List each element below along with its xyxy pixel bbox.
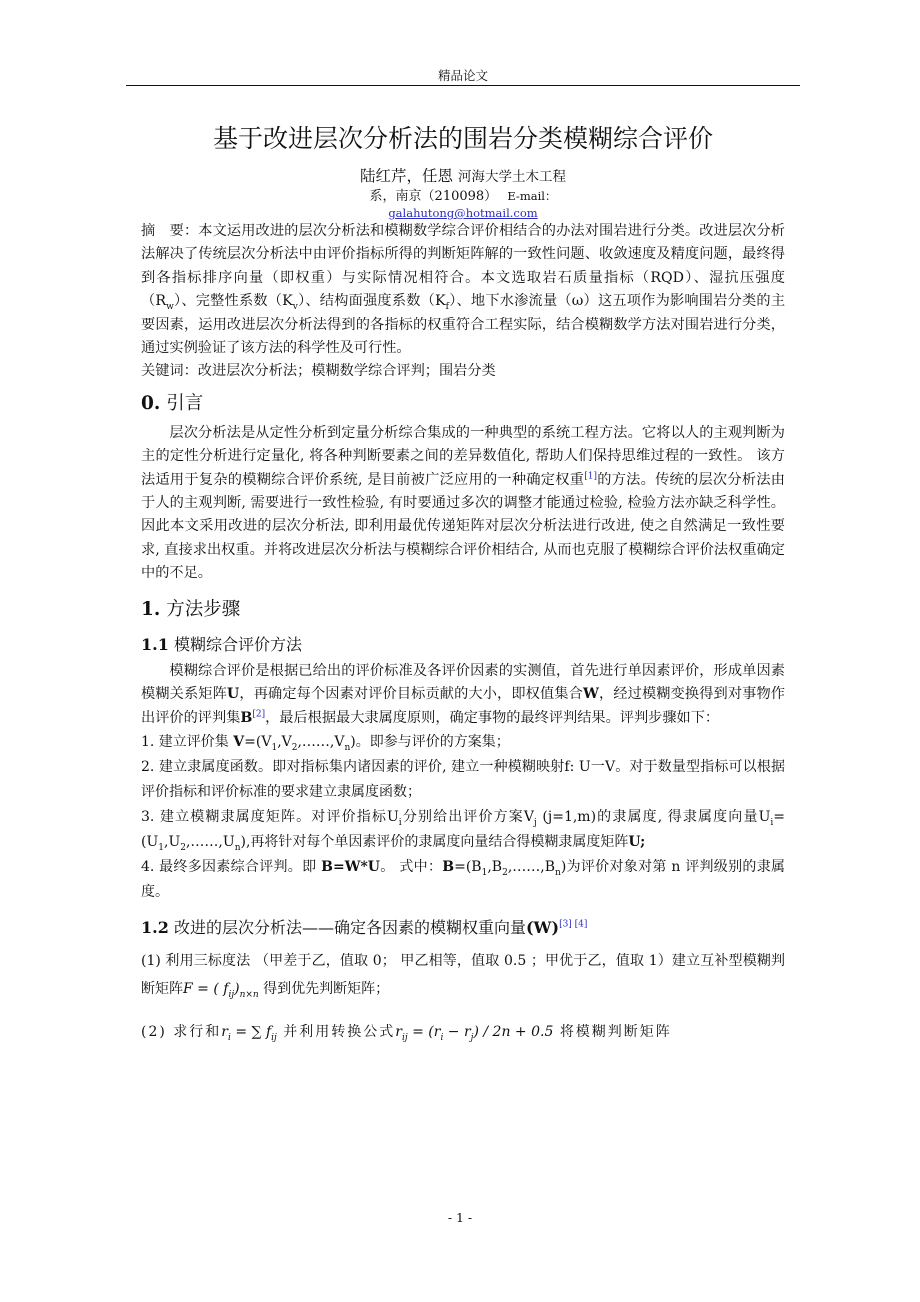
keywords: 关键词：改进层次分析法；模糊数学综合评判；围岩分类	[141, 363, 496, 380]
section-0-heading: 0. 引言	[141, 392, 204, 414]
affiliation-b: 系，南京（210098）	[369, 189, 498, 204]
email-label: E-mail：	[507, 189, 557, 203]
ahp-step-1: (1) 利用三标度法 （甲差于乙，值取 0； 甲乙相等，值取 0.5 ；甲优于乙，值取 1）建立互补型模糊判断矩阵F = ( $f_{ij})_{n\times n}$ 得到优先判断矩阵；	[141, 952, 785, 1000]
row-sum-formula: $r_i$ = ∑ $f_{ij}$	[221, 1023, 277, 1043]
paper-title: 基于改进层次分析法的围岩分类模糊综合评价	[212, 124, 713, 153]
paper-body	[141, 118, 785, 1047]
transform-formula: $r_{ij} = (r_i - r_j) / 2n + 0.5$	[395, 1023, 554, 1043]
affiliation-line	[141, 187, 785, 206]
citation-1[interactable]: [1]	[584, 470, 597, 481]
fuzzy-paragraph: 模糊综合评价是根据已给出的评价标准及各评价因素的实测值，首先进行单因素评价，形成单因素模糊关系矩阵U，再确定每个因素对评价目标贡献的大小，即权值集合W，经过模糊变换得到对事物作出评价的评判集B[2]，最后根据最大隶属度原则，确定事物的最终评判结果。评判步骤如下：	[141, 662, 785, 726]
author-line	[141, 166, 785, 187]
citation-3-4[interactable]: [3] [4]	[559, 919, 588, 930]
matrix-F-formula: F = ( $f_{ij})_{n\times n}$	[183, 980, 259, 1000]
step-1: 1. 建立评价集 $V=(V_1,V_2,\dots\dots,V_n)$。即参与评价的方案集；	[141, 733, 510, 753]
step-3: 3. 建立模糊隶属度矩阵。对评价指标$U_i$分别给出评价方案$V_j$ (j=1,m)的隶属度, 得隶属度向量$U_i=(U_1,U_2,\dots\dots,U_n)$,再将针对每个单因素评价的隶属度向量结合得模糊隶属度矩阵U;	[141, 808, 785, 853]
subsection-1-2-heading: 1.2 改进的层次分析法——确定各因素的模糊权重向量(W)[3] [4]	[141, 917, 588, 937]
abstract-label: 摘 要：	[141, 223, 199, 239]
running-header: 精品论文	[437, 68, 488, 83]
author-names: 陆红芹，任恩	[360, 167, 454, 185]
keywords-label: 关键词：	[141, 363, 198, 380]
citation-2[interactable]: [2]	[252, 708, 266, 719]
affiliation-a: 河海大学土木工程	[457, 169, 566, 185]
ahp-step-2: (2) 求行和$r_i$ = ∑ $f_{ij}$ 并利用转换公式$r_{ij} = (r_i - r_j) / 2n + 0.5$ 将模糊判断矩阵	[141, 1023, 672, 1043]
abstract: 摘 要：本文运用改进的层次分析法和模糊数学综合评价相结合的办法对围岩进行分类。改进层次分析法解决了传统层次分析法中由评价指标所得的判断矩阵解的一致性问题、收敛速度及精度问题，最终得到各指标排序向量（即权重）与实际情况相符合。本文选取岩石质量指标（RQD）、湿抗压强度$(R_w)$、完整性系数$(K_v)$、结构面强度系数$(K_f)$、地下水渗流量（ω）这五项作为影响围岩分类的主要因素，运用改进层次分析法得到的各指标的权重符合工程实际，结合模糊数学方法对围岩进行分类，通过实例验证了该方法的科学性及可行性。	[141, 223, 786, 357]
step-2: 2. 建立隶属度函数。即对指标集内诸因素的评价, 建立一种模糊映射f: U一V。对于数量型指标可以根据评价指标和评价标准的要求建立隶属度函数；	[141, 758, 785, 800]
intro-paragraph: 层次分析法是从定性分析到定量分析综合集成的一种典型的系统工程方法。它将以人的主观判断为主的定性分析进行定量化, 将各种判断要素之间的差异数值化, 帮助人们保持思维过程的一致性。 该方法适用于复杂的模糊综合评价系统, 是目前被广泛应用的一种确定权重[1]的方法。传统的层次分析法由于人的主观判断, 需要进行一致性检验, 有时要通过多次的调整才能通过检验, 检验方法亦缺乏科学性。因此本文采用改进的层次分析法, 即利用最优传递矩阵对层次分析法进行改进, 使之自然满足一致性要求, 直接求出权重。并将改进层次分析法与模糊综合评价相结合, 从而也克服了模糊综合评价法权重确定中的不足。	[141, 424, 785, 582]
subsection-1-1-heading: 1.1 模糊综合评价方法	[141, 634, 302, 654]
email-link[interactable]: galahutong@hotmail.com	[388, 206, 538, 220]
step-4: 4. 最终多因素综合评判。即 B=W*U。 式中：$B=(B_1,B_2,\dots\dots,B_n)$为评价对象对第 n 评判级别的隶属度。	[141, 858, 785, 900]
section-1-heading: 1. 方法步骤	[141, 598, 241, 620]
page-number: - 1 -	[447, 1210, 473, 1225]
header-rule	[126, 85, 800, 86]
